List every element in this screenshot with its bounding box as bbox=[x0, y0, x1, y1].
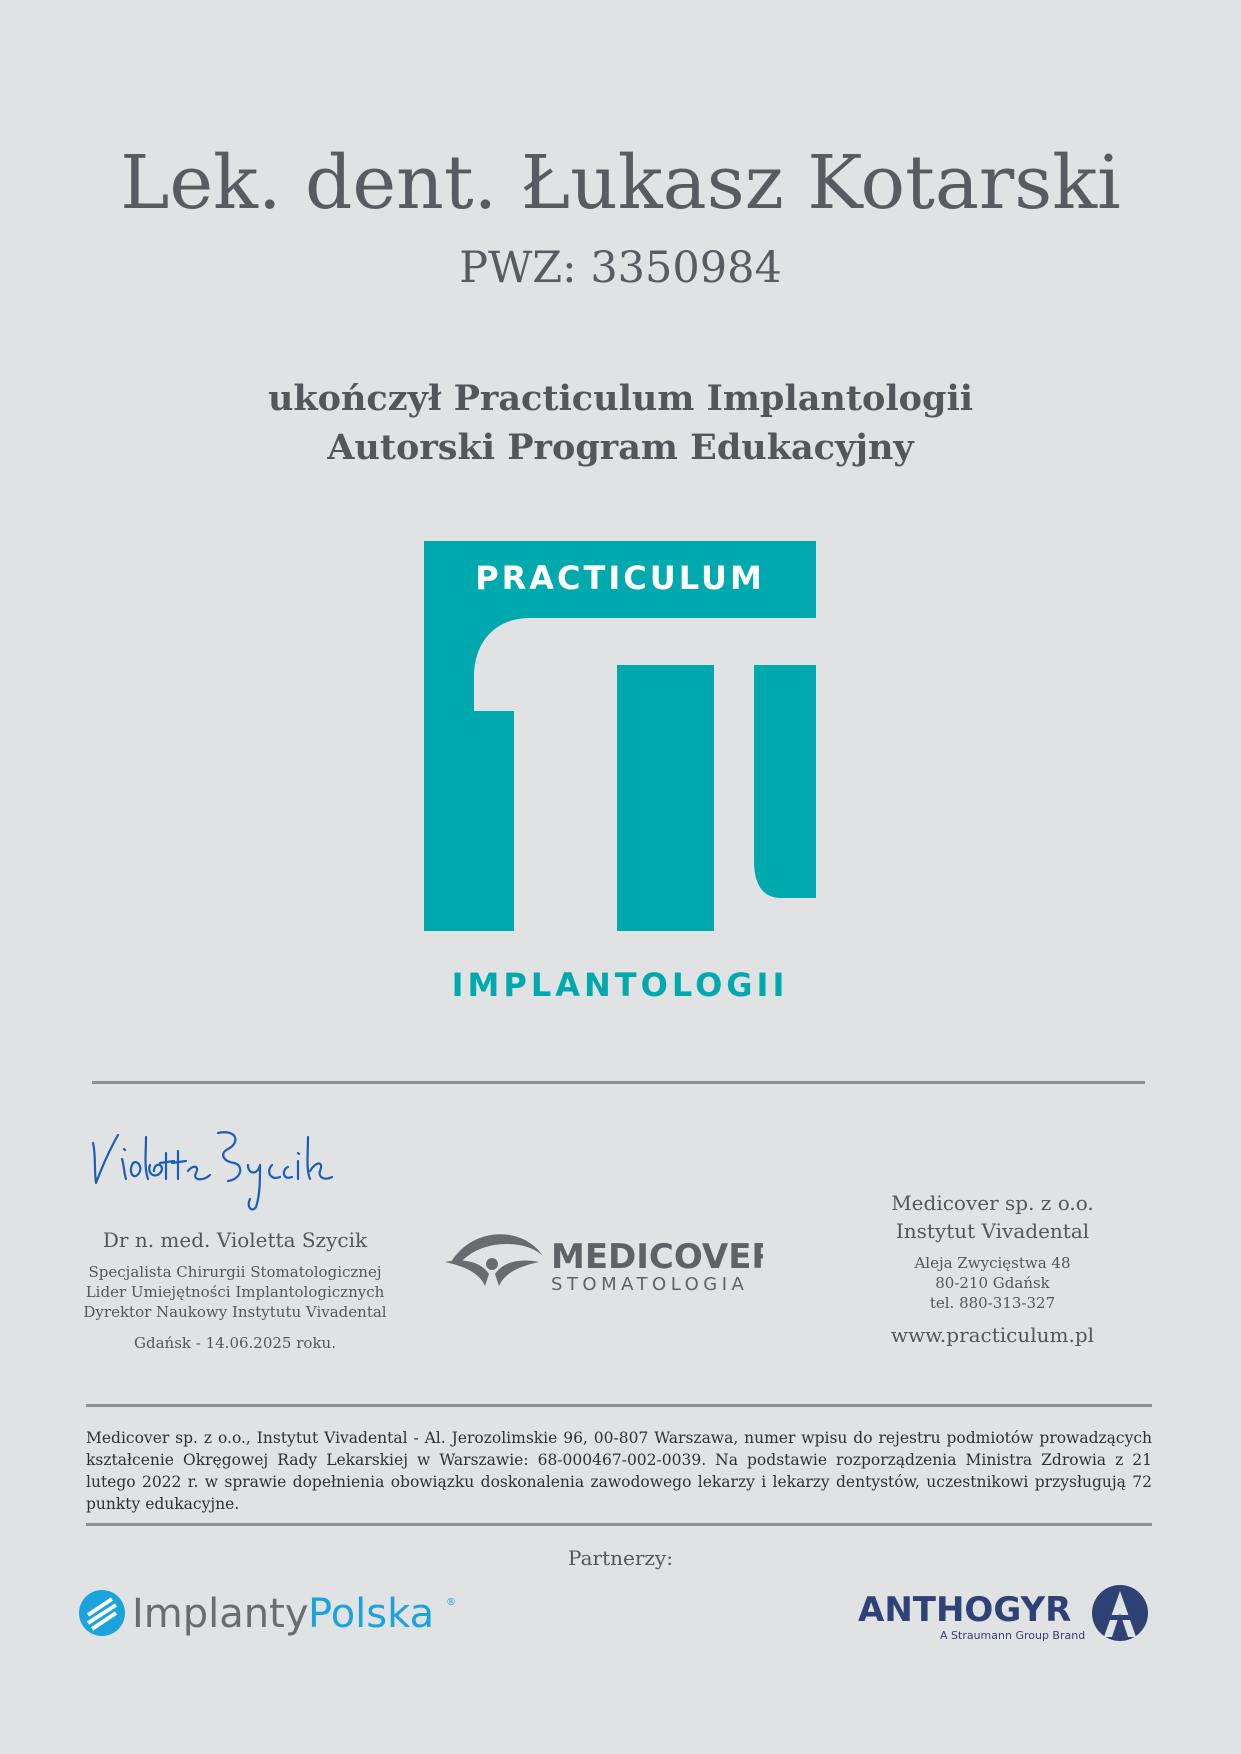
completion-line-2: Autorski Program Edukacyjny bbox=[327, 427, 914, 468]
institute-company: Medicover sp. z o.o. bbox=[891, 1191, 1094, 1215]
divider-top bbox=[92, 1081, 1145, 1084]
signature-image bbox=[88, 1125, 418, 1215]
divider-middle bbox=[86, 1404, 1152, 1407]
partners-label: Partnerzy: bbox=[568, 1546, 673, 1570]
registered-mark: ® bbox=[446, 1597, 456, 1608]
medicover-logo bbox=[443, 1228, 763, 1298]
implanty-text-2: Polska bbox=[308, 1591, 435, 1637]
legal-notice: Medicover sp. z o.o., Instytut Vivadental - Al. Jerozolimskie 96, 00-807 Warszawa, numer wpisu do rejestru podmiotów prowadzących kształcenie Okręgowej Rady Lekarskiej w Warszawie: 68-000467-002-0039. Na podstawie rozporządzenia Ministra Zdrowia z 21 lutego 2022 r. w sprawie dopełnienia obowiązku doskonalenia zawodowego lekarzy i lekarzy dentystów, uczestnikowi przysługują 72 punkty edukacyjne. bbox=[86, 1429, 1152, 1513]
anthogyr-name: ANTHOGYR bbox=[858, 1590, 1072, 1630]
divider-bottom bbox=[86, 1523, 1152, 1526]
anthogyr-emblem bbox=[858, 1583, 1150, 1645]
address-line-1: Aleja Zwycięstwa 48 bbox=[914, 1254, 1071, 1272]
institute-block bbox=[840, 1189, 1145, 1347]
practiculum-pi-mark bbox=[424, 541, 816, 998]
address-line-3: tel. 880-313-327 bbox=[929, 1294, 1056, 1312]
medicover-emblem bbox=[443, 1228, 763, 1298]
pwz-number: PWZ: 3350984 bbox=[459, 243, 782, 293]
signature bbox=[88, 1125, 418, 1215]
institute-name: Instytut Vivadental bbox=[895, 1219, 1090, 1243]
implanty-text-1: Implanty bbox=[132, 1591, 309, 1637]
logo-top-text: PRACTICULUM bbox=[475, 559, 765, 597]
practiculum-logo bbox=[424, 541, 816, 998]
anthogyr-logo bbox=[858, 1583, 1150, 1645]
logo-bottom-text: IMPLANTOLOGII bbox=[451, 966, 789, 998]
anthogyr-tagline: A Straumann Group Brand bbox=[940, 1629, 1086, 1642]
completion-line-1: ukończył Practiculum Implantologii bbox=[267, 378, 974, 419]
implantypolska-logo bbox=[78, 1585, 458, 1641]
address-line-2: 80-210 Gdańsk bbox=[935, 1274, 1050, 1292]
signatory-title-1: Specjalista Chirurgii Stomatologicznej bbox=[88, 1263, 382, 1281]
signatory-name: Dr n. med. Violetta Szycik bbox=[102, 1228, 368, 1252]
implantypolska-emblem bbox=[78, 1585, 458, 1641]
signatory-titles bbox=[60, 1262, 410, 1322]
medicover-name: MEDICOVER bbox=[551, 1237, 763, 1277]
signatory-title-2: Lider Umiejętności Implantologicznych bbox=[85, 1283, 385, 1301]
website-link[interactable]: www.practiculum.pl bbox=[890, 1323, 1095, 1347]
signature-date: Gdańsk - 14.06.2025 roku. bbox=[134, 1334, 336, 1352]
signatory-title-3: Dyrektor Naukowy Instytutu Vivadental bbox=[83, 1303, 387, 1321]
institute-address bbox=[840, 1253, 1145, 1313]
medicover-subtitle: STOMATOLOGIA bbox=[551, 1274, 749, 1295]
completion-statement bbox=[0, 374, 1241, 472]
recipient-name: Lek. dent. Łukasz Kotarski bbox=[120, 140, 1121, 226]
